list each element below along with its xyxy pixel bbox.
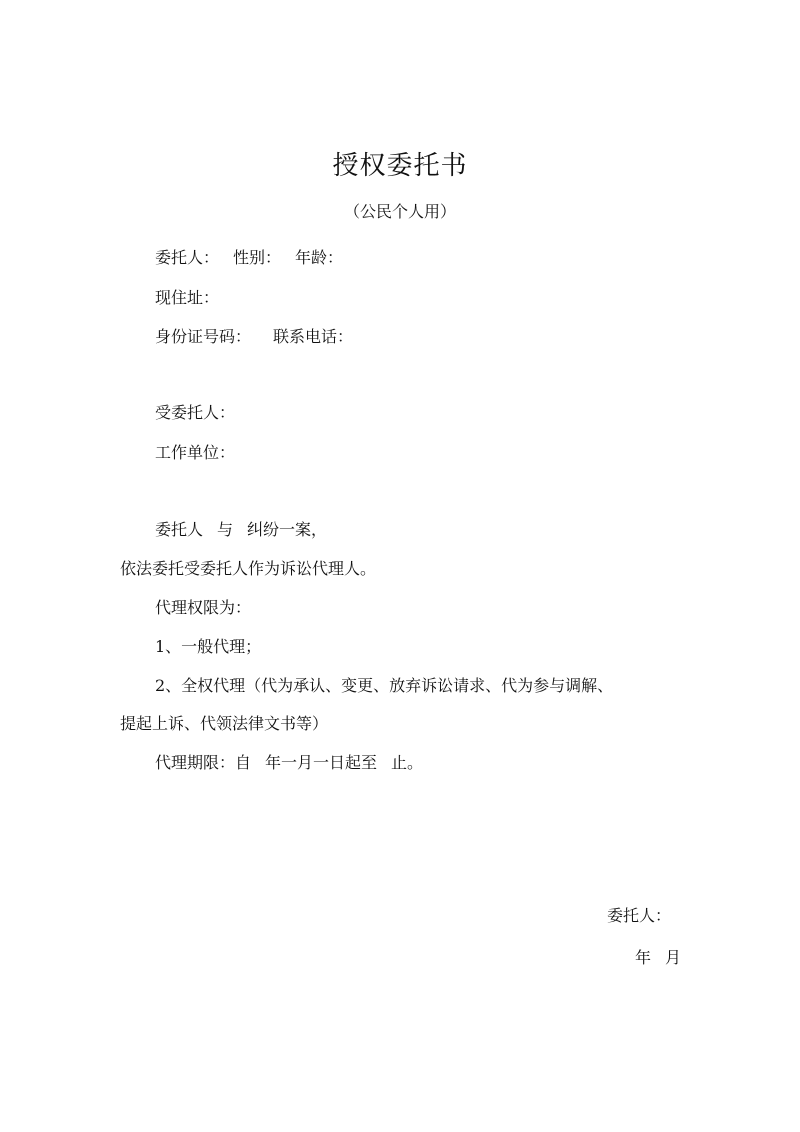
- period-from: 代理期限：自: [155, 753, 252, 772]
- principal-gender-label: 性别：: [233, 248, 282, 267]
- scope-label: 代理权限为：: [155, 598, 252, 617]
- signature-principal-label: 委托人：: [607, 906, 672, 925]
- signature-year-label: 年: [635, 948, 652, 967]
- scope-item-full-line-2: 提起上诉、代领法律文书等）: [120, 714, 329, 733]
- principal-id-label: 身份证号码：: [155, 327, 252, 346]
- principal-phone-label: 联系电话：: [273, 327, 354, 346]
- period-start: 年一月一日起至: [265, 753, 378, 772]
- principal-name-label: 委托人：: [155, 248, 220, 267]
- principal-contact-line: [155, 325, 353, 349]
- document-subtitle: （公民个人用）: [343, 202, 456, 221]
- case-and: 与: [217, 520, 234, 539]
- period-end: 止。: [391, 753, 424, 772]
- case-line: [155, 518, 327, 542]
- principal-address-label: 现住址：: [155, 288, 220, 307]
- agent-name-label: 受委托人：: [155, 403, 236, 422]
- document-title: 授权委托书: [332, 151, 468, 181]
- signature-date-line: [635, 946, 681, 970]
- entrust-statement: 依法委托受委托人作为诉讼代理人。: [120, 559, 377, 578]
- period-line: [155, 751, 423, 775]
- signature-month-label: 月: [665, 948, 682, 967]
- case-dispute: 纠纷一案，: [247, 520, 328, 539]
- case-principal: 委托人: [155, 520, 204, 539]
- scope-item-full-line-1: 2、全权代理（代为承认、变更、放弃诉讼请求、代为参与调解、: [155, 676, 614, 695]
- scope-item-general: 1、一般代理；: [155, 637, 262, 656]
- principal-info-line: [155, 246, 343, 270]
- principal-age-label: 年龄：: [295, 248, 344, 267]
- agent-workplace-label: 工作单位：: [155, 443, 236, 462]
